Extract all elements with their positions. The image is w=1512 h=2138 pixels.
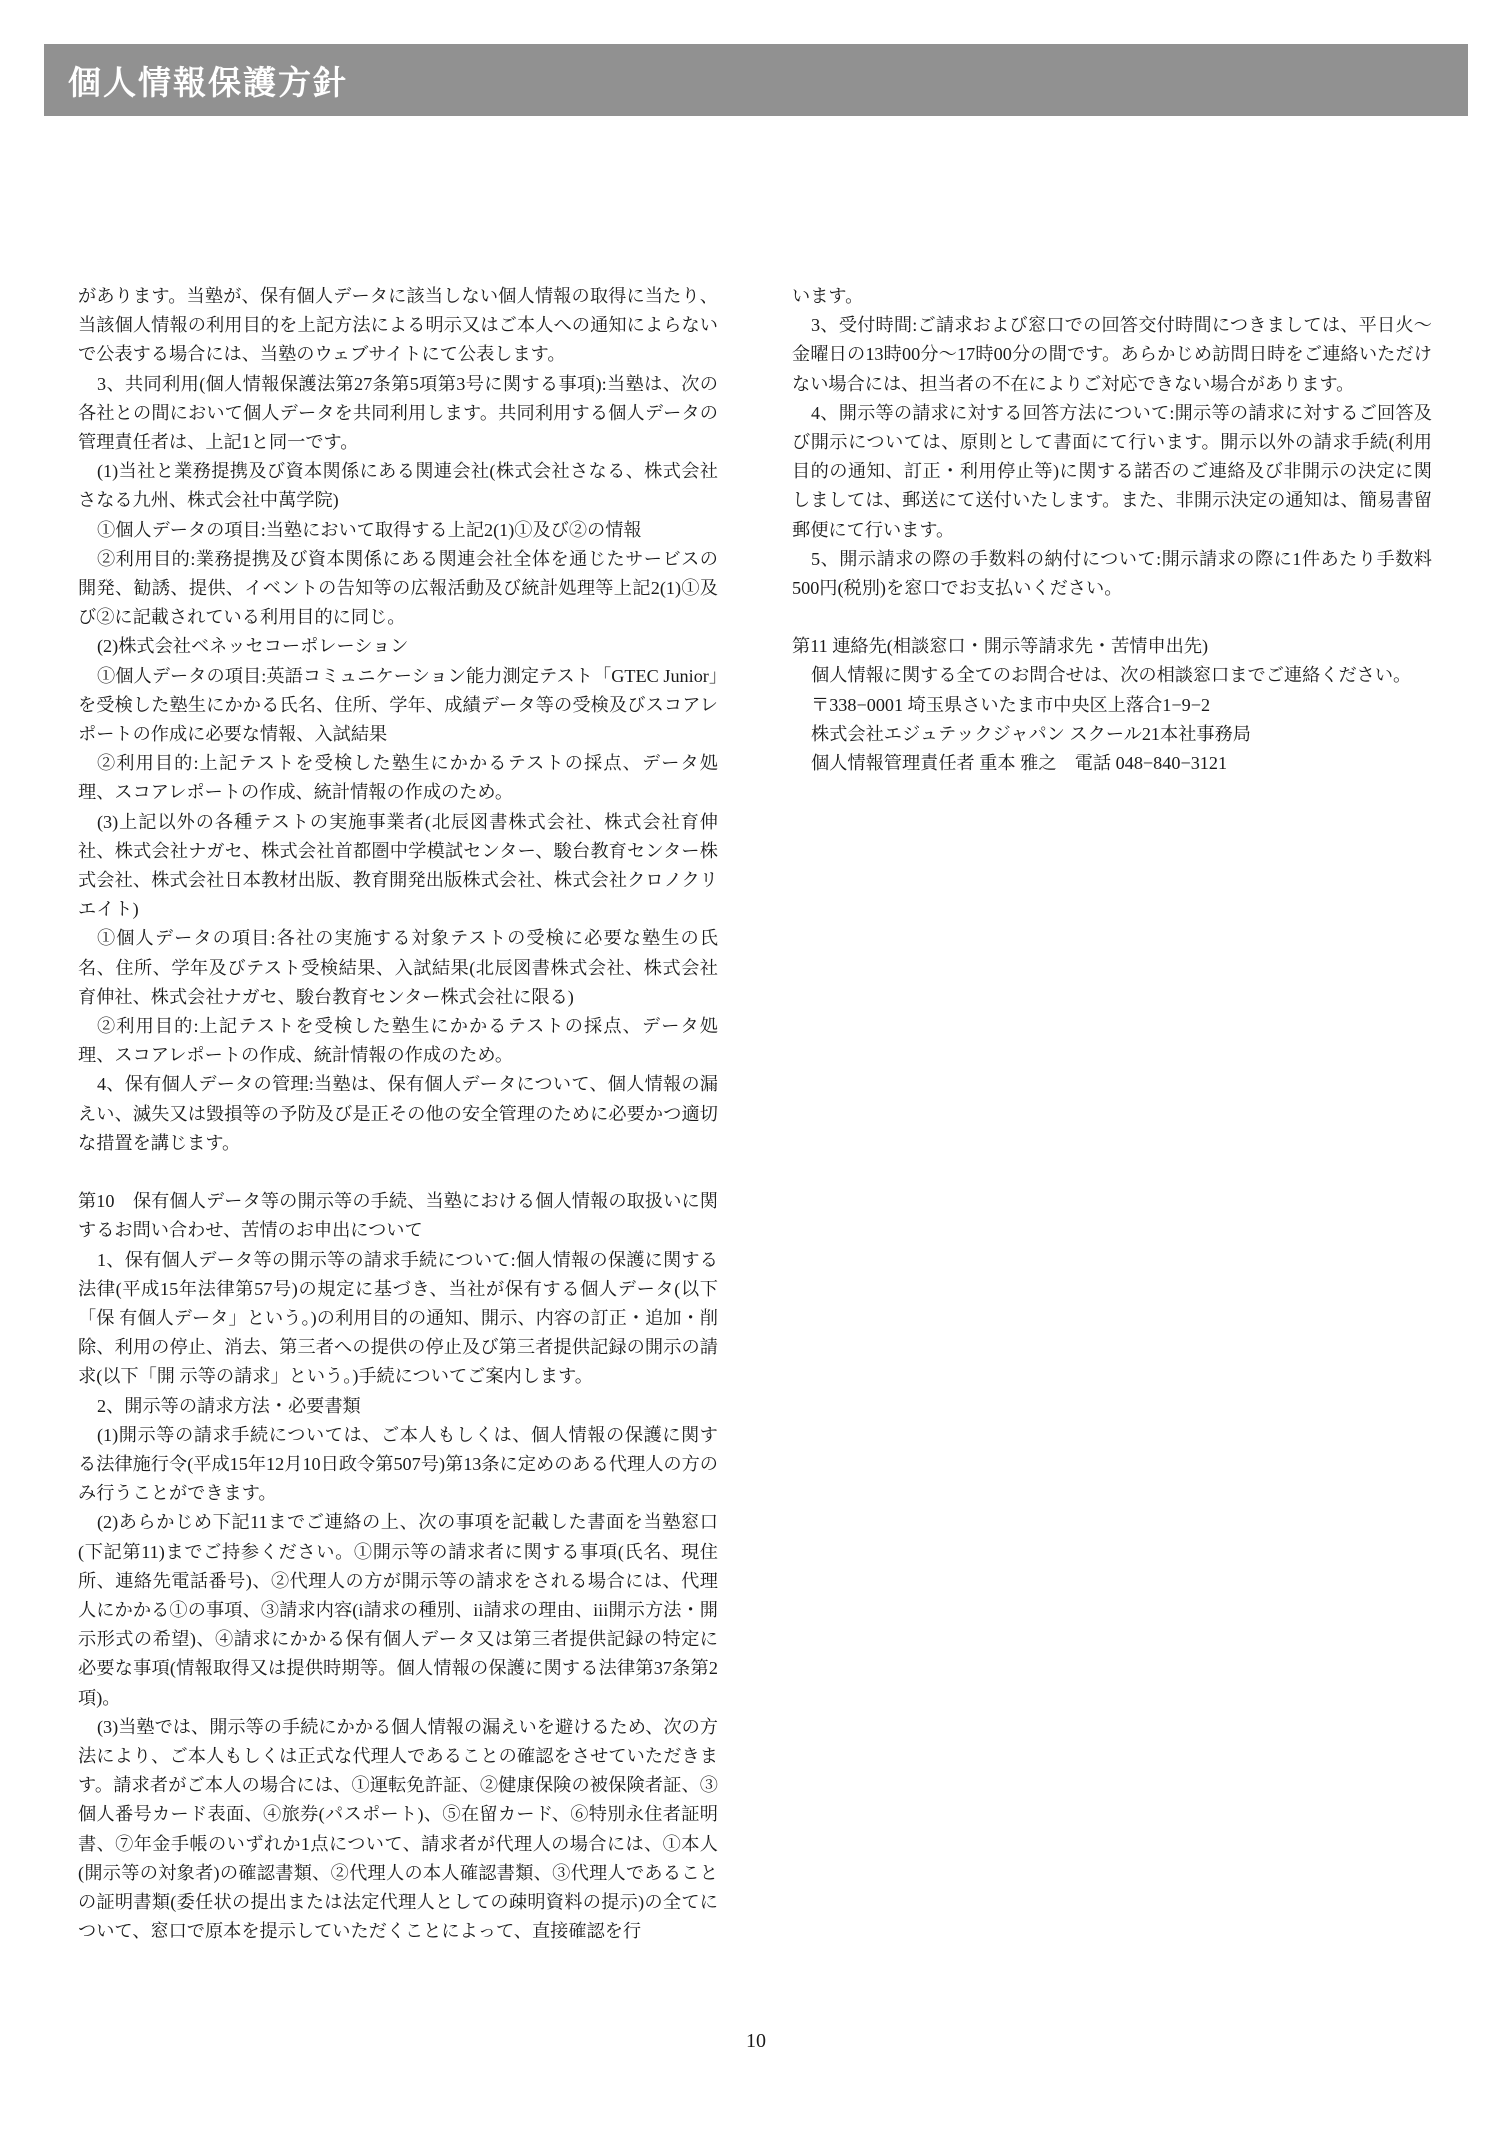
paragraph: 個人情報に関する全てのお問合せは、次の相談窓口までご連絡ください。 [811,665,1412,686]
paragraph: います。 [792,286,864,306]
left-column [78,282,718,1946]
address-line: 株式会社エジュテックジャパン スクール21本社事務局 [811,723,1251,744]
paragraph: (2)株式会社ベネッセコーポレーション [97,636,409,657]
paragraph: (3)上記以外の各種テストの実施事業者(北辰図書株式会社、株式会社育伸社、株式会社ナガセ、株式会社首都圏中学模試センター、駿台教育センター株式会社、株式会社日本教材出版、教育開発出版株式会社、株式会社クロノクリエイト) [78,811,718,920]
address-line: 個人情報管理責任者 重本 雅之 電話 048−840−3121 [811,753,1228,774]
paragraph: ①個人データの項目:当塾において取得する上記2(1)①及び②の情報 [97,519,642,540]
paragraph: (1)開示等の請求手続については、ご本人もしくは、個人情報の保護に関する法律施行令(平成15年12月10日政令第507号)第13条に定めのある代理人の方のみ行うことができます。 [78,1424,718,1504]
paragraph: ②利用目的:業務提携及び資本関係にある関連会社全体を通じたサービスの開発、勧誘、提供、イベントの告知等の広報活動及び統計処理等上記2(1)①及び②に記載されている利用目的に同じ。 [78,548,718,628]
paragraph: (1)当社と業務提携及び資本関係にある関連会社(株式会社さなる、株式会社さなる九州、株式会社中萬学院) [78,461,718,511]
paragraph: があります。当塾が、保有個人データに該当しない個人情報の取得に当たり、当該個人情報の利用目的を上記方法による明示又はご本人への通知によらないで公表する場合には、当塾のウェブサイトにて公表します。 [78,286,718,365]
paragraph: 4、保有個人データの管理:当塾は、保有個人データについて、個人情報の漏えい、滅失又は毀損等の予防及び是正その他の安全管理のために必要かつ適切な措置を講じます。 [78,1074,718,1153]
paragraph: ①個人データの項目:英語コミュニケーション能力測定テスト「GTEC Junior」を受検した塾生にかかる氏名、住所、学年、成績データ等の受検及びスコアレポートの作成に必要な情報、入試結果 [78,665,718,745]
paragraph: ①個人データの項目:各社の実施する対象テストの受検に必要な塾生の氏名、住所、学年及びテスト受検結果、入試結果(北辰図書株式会社、株式会社育伸社、株式会社ナガセ、駿台教育センター株式会社に限る) [78,928,718,1007]
page-number: 10 [746,2030,766,2052]
paragraph: (2)あらかじめ下記11までご連絡の上、次の事項を記載した書面を当塾窓口(下記第11)までご持参ください。①開示等の請求者に関する事項(氏名、現住所、連絡先電話番号)、②代理人の方が開示等の請求をされる場合には、代理人にかかる①の事項、③請求内容(i請求の種別、ii請求の理由、iii開示方法・開示形式の希望)、④請求にかかる保有個人データ又は第三者提供記録の特定に必要な事項(情報取得又は提供時期等。個人情報の保護に関する法律第37条第2項)。 [78,1512,718,1708]
address-line: 〒338−0001 埼玉県さいたま市中央区上落合1−9−2 [811,694,1211,715]
section-heading-10: 第10 保有個人データ等の開示等の手続、当塾における個人情報の取扱いに関するお問い合わせ、苦情のお申出について [78,1191,718,1241]
page-title: 個人情報保護方針 [68,65,348,102]
paragraph: 3、共同利用(個人情報保護法第27条第5項第3号に関する事項):当塾は、次の各社との間において個人データを共同利用します。共同利用する個人データの管理責任者は、上記1と同一です。 [78,373,718,453]
paragraph: 1、保有個人データ等の開示等の請求手続について:個人情報の保護に関する法律(平成15年法律第57号)の規定に基づき、当社が保有する個人データ(以下「保 有個人データ」という。)の利用目的の通知、開示、内容の訂正・追加・削除、利用の停止、消去、第三者への提供の停止及び第三者提供記録の開示の請求(以下「開 示等の請求」という。)手続についてご案内します。 [78,1249,718,1387]
section-heading-11: 第11 連絡先(相談窓口・開示等請求先・苦情申出先) [792,636,1209,657]
section-spacer [78,1158,718,1187]
paragraph: 5、開示請求の際の手数料の納付について:開示請求の際に1件あたり手数料500円(税別)を窓口でお支払いください。 [792,548,1432,599]
right-column [792,282,1432,1946]
paragraph: 2、開示等の請求方法・必要書類 [97,1395,361,1416]
paragraph: 3、受付時間:ご請求および窓口での回答交付時間につきましては、平日火〜金曜日の13時00分〜17時00分の間です。あらかじめ訪問日時をご連絡いただけない場合には、担当者の不在によりご対応できない場合があります。 [792,315,1432,394]
page-header-band [44,44,1468,116]
paragraph: (3)当塾では、開示等の手続にかかる個人情報の漏えいを避けるため、次の方法により、ご本人もしくは正式な代理人であることの確認をさせていただきます。請求者がご本人の場合には、①運転免許証、②健康保険の被保険者証、③個人番号カード表面、④旅券(パスポート)、⑤在留カード、⑥特別永住者証明書、⑦年金手帳のいずれか1点について、請求者が代理人の場合には、①本人(開示等の対象者)の確認書類、②代理人の本人確認書類、③代理人であることの証明書類(委任状の提出または法定代理人としての疎明資料の提示)の全てについて、窓口で原本を提示していただくことによって、直接確認を行 [78,1716,718,1942]
paragraph: 4、開示等の請求に対する回答方法について:開示等の請求に対するご回答及び開示については、原則として書面にて行います。開示以外の請求手続(利用目的の通知、訂正・利用停止等)に関する諾否のご連絡及び非開示の決定に関しましては、郵送にて送付いたします。また、非開示決定の通知は、簡易書留郵便にて行います。 [792,402,1432,540]
paragraph: ②利用目的:上記テストを受検した塾生にかかるテストの採点、データ処理、スコアレポートの作成、統計情報の作成のため。 [78,753,718,803]
two-column-body [0,282,1512,1946]
section-spacer [792,603,1432,632]
paragraph: ②利用目的:上記テストを受検した塾生にかかるテストの採点、データ処理、スコアレポートの作成、統計情報の作成のため。 [78,1016,718,1066]
